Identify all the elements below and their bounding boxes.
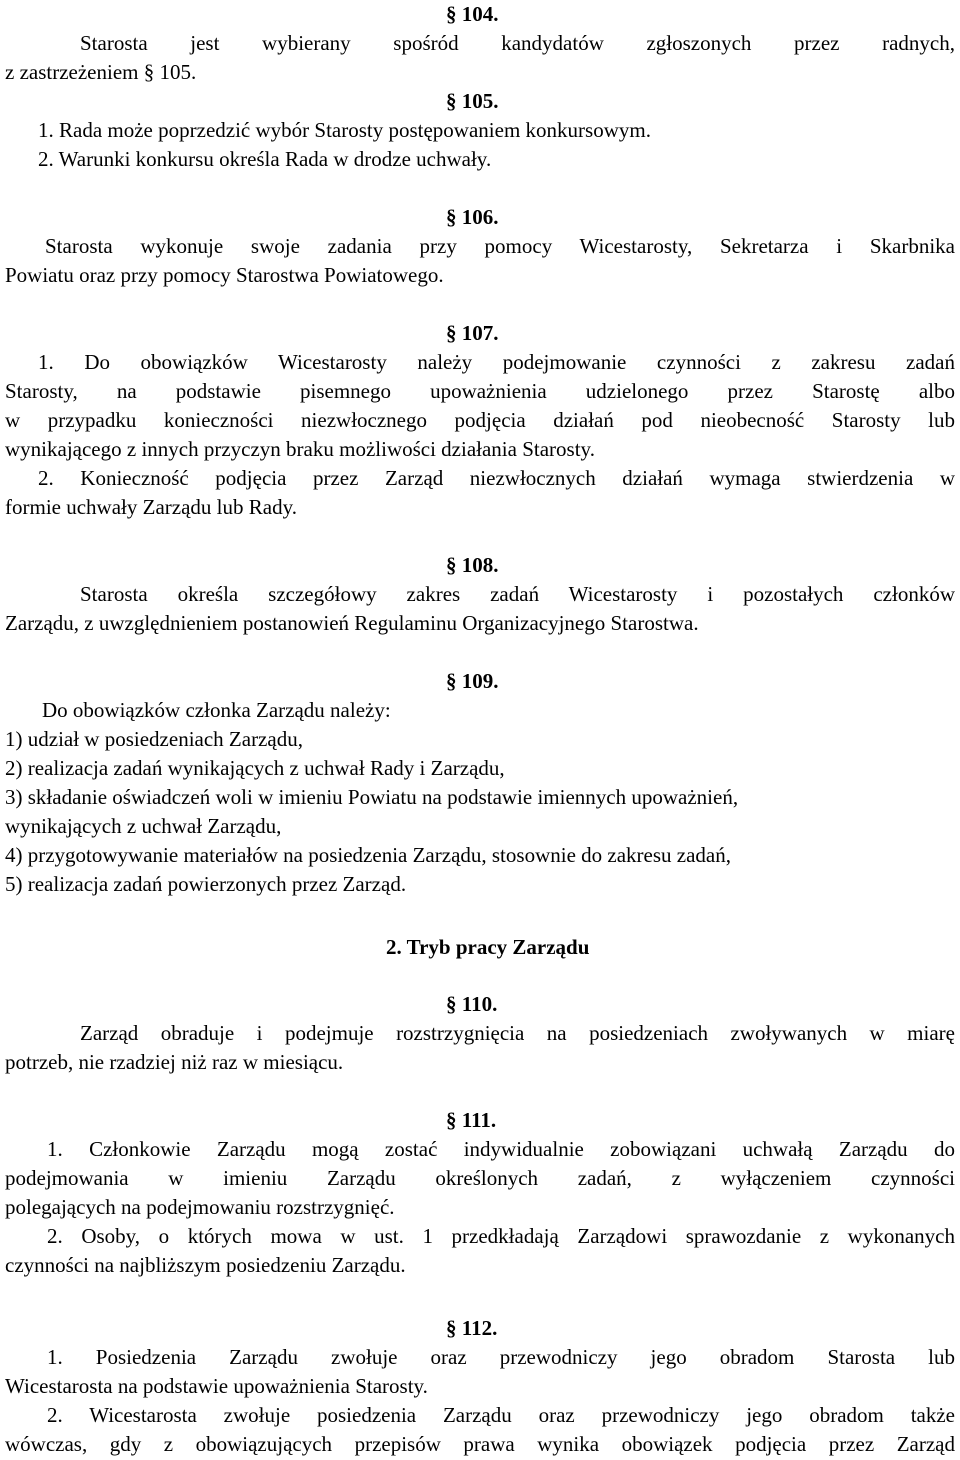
section-112-line-3: 2. Wicestarosta zwołuje posiedzenia Zarządu oraz przewodniczy jego obradom także	[47, 1403, 955, 1427]
section-112-line-1: 1. Posiedzenia Zarządu zwołuje oraz przewodniczy jego obradom Starosta lub	[47, 1345, 955, 1369]
section-heading-104: § 104.	[446, 2, 499, 26]
section-107-line-3: w przypadku konieczności niezwłocznego podjęcia działań pod nieobecność Starosty lub	[5, 408, 955, 432]
section-104-line-2: z zastrzeżeniem § 105.	[5, 60, 197, 84]
section-heading-109: § 109.	[446, 669, 499, 693]
section-heading-105: § 105.	[446, 89, 499, 113]
section-109-line-6: 4) przygotowywanie materiałów na posiedzenia Zarządu, stosownie do zakresu zadań,	[5, 843, 731, 867]
section-111-line-4: 2. Osoby, o których mowa w ust. 1 przedkładają Zarządowi sprawozdanie z wykonanych	[47, 1224, 955, 1248]
section-heading-107: § 107.	[446, 321, 499, 345]
section-heading-111: § 111.	[446, 1108, 497, 1132]
section-107-line-2: Starosty, na podstawie pisemnego upoważnienia udzielonego przez Starostę albo	[5, 379, 955, 403]
section-109-line-2: 1) udział w posiedzeniach Zarządu,	[5, 727, 303, 751]
section-109-line-5: wynikających z uchwał Zarządu,	[5, 814, 282, 838]
section-109-line-1: Do obowiązków członka Zarządu należy:	[42, 698, 391, 722]
section-106-line-2: Powiatu oraz przy pomocy Starostwa Powiatowego.	[5, 263, 444, 287]
section-heading-106: § 106.	[446, 205, 499, 229]
section-104-line-1: Starosta jest wybierany spośród kandydatów zgłoszonych przez radnych,	[80, 31, 955, 55]
section-112-line-4: wówczas, gdy z obowiązujących przepisów prawa wynika obowiązek podjęcia przez Zarząd	[5, 1432, 955, 1456]
section-111-line-5: czynności na najbliższym posiedzeniu Zarządu.	[5, 1253, 406, 1277]
section-112-line-2: Wicestarosta na podstawie upoważnienia Starosty.	[5, 1374, 428, 1398]
section-heading-108: § 108.	[446, 553, 499, 577]
section-108-line-1: Starosta określa szczegółowy zakres zadań Wicestarosty i pozostałych członków	[80, 582, 955, 606]
section-heading-112: § 112.	[446, 1316, 498, 1340]
section-107-line-5: 2. Konieczność podjęcia przez Zarząd niezwłocznych działań wymaga stwierdzenia w	[38, 466, 955, 490]
section-110-line-1: Zarząd obraduje i podejmuje rozstrzygnięcia na posiedzeniach zwoływanych w miarę	[80, 1021, 955, 1045]
section-109-line-4: 3) składanie oświadczeń woli w imieniu Powiatu na podstawie imiennych upoważnień,	[5, 785, 739, 809]
section-111-line-2: podejmowania w imieniu Zarządu określonych zadań, z wyłączeniem czynności	[5, 1166, 955, 1190]
section-107-line-4: wynikającego z innych przyczyn braku możliwości działania Starosty.	[5, 437, 595, 461]
chapter-heading: 2. Tryb pracy Zarządu	[386, 935, 590, 959]
section-heading-110: § 110.	[446, 992, 498, 1016]
section-109-line-7: 5) realizacja zadań powierzonych przez Zarząd.	[5, 872, 407, 896]
section-105-line-2: 2. Warunki konkursu określa Rada w drodze uchwały.	[38, 147, 492, 171]
section-105-line-1: 1. Rada może poprzedzić wybór Starosty postępowaniem konkursowym.	[38, 118, 651, 142]
section-111-line-3: polegających na podejmowaniu rozstrzygnięć.	[5, 1195, 395, 1219]
section-107-line-6: formie uchwały Zarządu lub Rady.	[5, 495, 297, 519]
section-109-line-3: 2) realizacja zadań wynikających z uchwał Rady i Zarządu,	[5, 756, 505, 780]
section-107-line-1: 1. Do obowiązków Wicestarosty należy podejmowanie czynności z zakresu zadań	[38, 350, 955, 374]
section-111-line-1: 1. Członkowie Zarządu mogą zostać indywidualnie zobowiązani uchwałą Zarządu do	[47, 1137, 955, 1161]
section-110-line-2: potrzeb, nie rzadziej niż raz w miesiącu.	[5, 1050, 344, 1074]
section-108-line-2: Zarządu, z uwzględnieniem postanowień Regulaminu Organizacyjnego Starostwa.	[5, 611, 699, 635]
section-106-line-1: Starosta wykonuje swoje zadania przy pomocy Wicestarosty, Sekretarza i Skarbnika	[45, 234, 955, 258]
